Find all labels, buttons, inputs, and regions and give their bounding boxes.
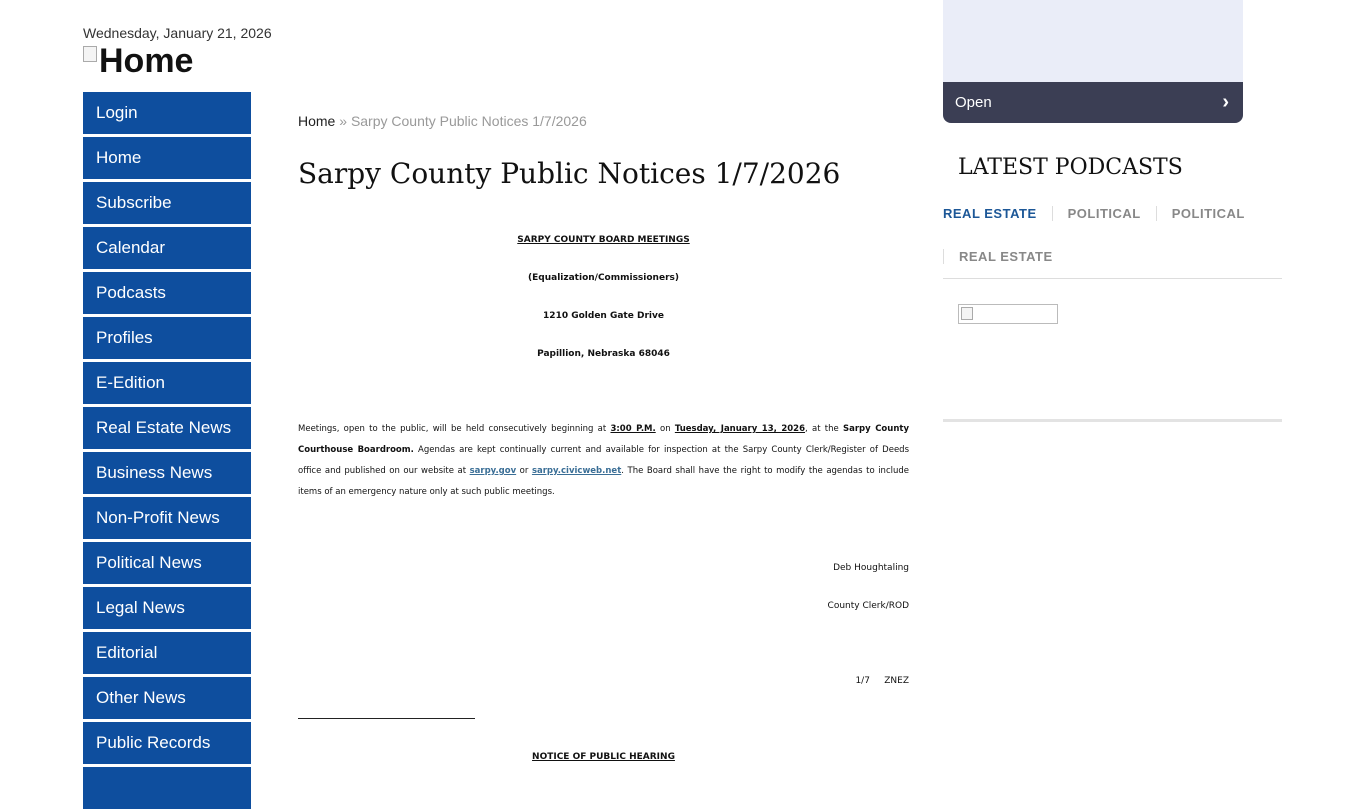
sidebar-item-more[interactable] (83, 767, 251, 809)
sidebar-item-home[interactable]: Home (83, 137, 251, 179)
breadcrumb-home-link[interactable]: Home (298, 113, 336, 129)
sidebar-item-e-edition[interactable]: E-Edition (83, 362, 251, 404)
meeting-date: Tuesday, January 13, 2026 (674, 424, 806, 434)
meeting-location: Sarpy County Courthouse Boardroom. (298, 424, 909, 455)
logo-alt-text: Home (99, 42, 194, 80)
tab-real-estate-2[interactable]: REAL ESTATE (943, 249, 1068, 264)
site-logo-link[interactable] (83, 44, 193, 78)
promo-image-area (943, 0, 1243, 82)
paragraph-text: on (655, 424, 675, 434)
tab-real-estate[interactable]: REAL ESTATE (943, 205, 1037, 221)
next-notice-heading: NOTICE OF PUBLIC HEARING (532, 752, 675, 762)
chevron-right-icon: › (1222, 91, 1229, 113)
tab-political-2[interactable]: POLITICAL (1156, 206, 1260, 221)
podcasts-heading: LATEST PODCASTS (958, 155, 1183, 180)
podcast-thumbnail[interactable] (958, 304, 1058, 324)
breadcrumb-current: Sarpy County Public Notices 1/7/2026 (350, 113, 587, 129)
sidebar-item-political-news[interactable]: Political News (83, 542, 251, 584)
broken-image-icon (83, 46, 97, 62)
sidebar-item-login[interactable]: Login (83, 92, 251, 134)
tab-political[interactable]: POLITICAL (1052, 206, 1156, 221)
page-title: Sarpy County Public Notices 1/7/2026 (298, 157, 841, 190)
meeting-time: 3:00 P.M. (610, 424, 656, 434)
sidebar-item-editorial[interactable]: Editorial (83, 632, 251, 674)
tabs-divider (943, 278, 1282, 279)
notice-code: 1/7 ZNEZ (855, 676, 909, 686)
sidebar-item-profiles[interactable]: Profiles (83, 317, 251, 359)
sidebar-item-business-news[interactable]: Business News (83, 452, 251, 494)
current-date: Wednesday, January 21, 2026 (83, 25, 272, 41)
podcast-tabs (943, 200, 1282, 269)
promo-open-label: Open (955, 94, 992, 111)
signer-name: Deb Houghtaling (833, 563, 909, 573)
paragraph-text: . The Board shall have the right to modify the agendas to include items of an emergency nature only at such public meetings. (298, 466, 909, 497)
notice-subheading: (Equalization/Commissioners) (528, 273, 679, 283)
breadcrumb-separator: » (335, 113, 351, 129)
promo-open-button[interactable] (943, 82, 1243, 123)
sidebar-item-other-news[interactable]: Other News (83, 677, 251, 719)
sidebar-nav (83, 92, 251, 812)
sidebar-item-legal-news[interactable]: Legal News (83, 587, 251, 629)
broken-image-icon (961, 307, 973, 320)
sarpy-gov-link[interactable]: sarpy.gov (469, 466, 517, 476)
sidebar-item-real-estate-news[interactable]: Real Estate News (83, 407, 251, 449)
section-divider (298, 718, 475, 719)
sidebar-item-podcasts[interactable]: Podcasts (83, 272, 251, 314)
notice-address-line1: 1210 Golden Gate Drive (543, 311, 664, 321)
notice-heading: SARPY COUNTY BOARD MEETINGS (517, 235, 690, 245)
paragraph-text: or (516, 466, 532, 476)
sidebar-item-public-records[interactable]: Public Records (83, 722, 251, 764)
sidebar-item-non-profit-news[interactable]: Non-Profit News (83, 497, 251, 539)
signer-title: County Clerk/ROD (827, 601, 909, 611)
paragraph-text: , at the (805, 424, 843, 434)
podcasts-bottom-divider (943, 419, 1282, 422)
notice-paragraph (298, 419, 909, 503)
sidebar-item-subscribe[interactable]: Subscribe (83, 182, 251, 224)
promo-widget (943, 0, 1243, 123)
paragraph-text: Meetings, open to the public, will be held consecutively beginning at (298, 424, 611, 434)
breadcrumb (298, 113, 587, 129)
paragraph-text: Agendas are kept continually current and available for inspection at the Sarpy County Clerk/Register of Deeds office and published on our website at (298, 445, 909, 476)
civicweb-link[interactable]: sarpy.civicweb.net (531, 466, 622, 476)
sidebar-item-calendar[interactable]: Calendar (83, 227, 251, 269)
notice-address-line2: Papillion, Nebraska 68046 (537, 349, 670, 359)
